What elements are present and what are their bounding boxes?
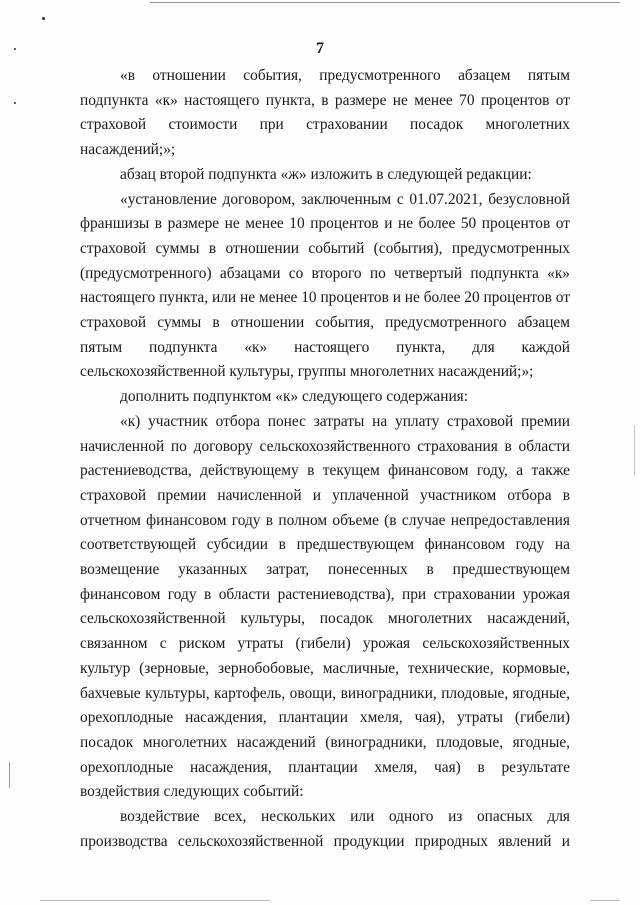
scan-edge-left xyxy=(9,762,10,788)
paragraph: воздействие всех, нескольких или одного из опасных для производства сельскохозяйственной продукции природных явлений и xyxy=(80,808,570,850)
scan-edge-bottom xyxy=(590,900,620,901)
scan-edge-top xyxy=(150,2,620,3)
scan-speck xyxy=(14,102,16,104)
paragraph: абзац второй подпункта «ж» изложить в следующей редакции: xyxy=(120,165,532,183)
paragraph: «к) участник отбора понес затраты на уплату страховой премии начисленной по договору сельскохозяйственного страхования в области растениеводства, действующему в текущем финансовом году, а также страховой премии начисленной и уплаченной участником отбора в отчетном финансовом году в полном объеме (в случае непредоставления соответствующей субсидии в предшествующем финансовом году на возмещение указанных затрат, понесенных в предшествующем финансовом году в области растениеводства), при страховании урожая сельскохозяйственной культуры, посадок многолетних насаждений, связанном с риском утраты (гибели) урожая сельскохозяйственных культур (зерновые, зернобобовые, масличные, технические, кормовые, бахчевые культуры, картофель, овощи, виноградники, плодовые, ягодные, орехоплодные насаждения, плантации хмеля, чая), утраты (гибели) посадок многолетних насаждений (виноградники, плодовые, ягодные, орехоплодные насаждения, плантации хмеля, чая) в результате воздействия следующих событий: xyxy=(80,412,570,801)
scan-edge-right xyxy=(634,425,635,475)
scan-speck xyxy=(42,17,45,20)
paragraph: «установление договором, заключенным с 01.07.2021, безусловной франшизы в размере не менее 10 процентов и не более 50 процентов от страховой суммы в отношении событий (события), предусмотренных (предусмотренного) абзацами со второго по четвертый подпункта «к» настоящего пункта, или не менее 10 процентов и не более 20 процентов от страховой суммы в отношении события, предусмотренного абзацем пятым подпункта «к» настоящего пункта, для каждой сельскохозяйственной культуры, группы многолетних насаждений;»; xyxy=(80,190,570,381)
paragraph: «в отношении события, предусмотренного абзацем пятым подпункта «к» настоящего пункта, в размере не менее 70 процентов от страховой стоимости при страховании посадок многолетних насаждений;»; xyxy=(80,67,570,159)
page-number: 7 xyxy=(316,40,324,57)
paragraph: дополнить подпунктом «к» следующего содержания: xyxy=(120,388,469,406)
scan-edge-bottom xyxy=(40,900,270,901)
document-body xyxy=(80,64,570,855)
